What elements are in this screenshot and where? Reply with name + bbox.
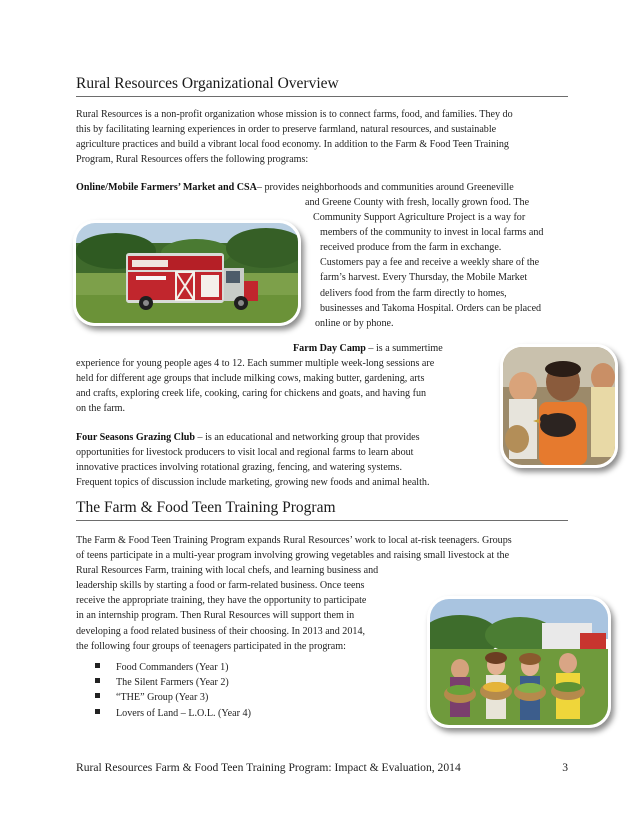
market-line: delivers food from the farm directly to homes,: [320, 287, 507, 299]
camp-line: and crafts, exploring creek life, cooking, caring for chickens and goats, and having fun: [76, 388, 427, 400]
teen-line: receive the appropriate training, they have the opportunity to participate: [76, 595, 367, 607]
camp-line: held for different age groups that include milking cows, making butter, gardening, arts: [76, 373, 425, 385]
intro-line: Program, Rural Resources offers the following programs:: [76, 154, 309, 166]
market-line: businesses and Takoma Hospital. Orders can be placed: [320, 302, 542, 314]
bullet-square-icon: [95, 663, 100, 668]
camp-text: – is a summertime: [365, 343, 443, 354]
camp-line: experience for young people ages 4 to 12. Each summer multiple week-long sessions are: [76, 358, 435, 369]
list-item: [95, 675, 251, 690]
teen-line: in an internship program. Then Rural Resources will support them in: [76, 610, 355, 622]
grazing-paragraph: [76, 430, 430, 490]
market-first-line: [76, 180, 514, 195]
grazing-line: opportunities for livestock producers to visit local and regional farms to learn about: [76, 447, 414, 459]
children-with-chicken-photo: [500, 344, 618, 468]
market-label: Online/Mobile Farmers’ Market and CSA: [76, 182, 257, 193]
teens-with-baskets-photo: [427, 596, 611, 728]
teen-line: Rural Resources Farm, training with local chefs, and learning business and: [76, 565, 379, 577]
page-footer: [76, 761, 568, 774]
market-text: – provides neighborhoods and communities around Greeneville: [256, 182, 514, 193]
market-line: received produce from the farm in exchange.: [320, 242, 502, 254]
intro-line: agriculture practices and build a vibrant local food economy. In addition to the Farm & Food Teen Training: [76, 139, 509, 151]
intro-line: this by facilitating learning experiences in order to preserve farmland, natural resources, and sustainable: [76, 124, 497, 136]
market-line: farm’s harvest. Every Thursday, the Mobile Market: [320, 272, 528, 284]
teen-line: of teens participate in a multi-year program involving growing vegetables and raising small livestock at the: [76, 550, 510, 562]
teen-line: developing a food related business of their choosing. In 2013 and 2014,: [76, 625, 366, 637]
market-line: Community Support Agriculture Project is a way for: [313, 212, 526, 224]
camp-label: Farm Day Camp: [293, 343, 366, 354]
camp-paragraph: [76, 356, 434, 416]
list-item: [95, 690, 251, 705]
footer-title: Rural Resources Farm & Food Teen Training Program: Impact & Evaluation, 2014: [76, 761, 461, 774]
bullet-square-icon: [95, 693, 100, 698]
market-line: members of the community to invest in local farms and: [320, 227, 544, 239]
group-name: The Silent Farmers (Year 2): [116, 677, 229, 689]
page-number: 3: [562, 761, 568, 774]
teen-line: the following four groups of teenagers participated in the program:: [76, 640, 346, 652]
market-line: Customers pay a fee and receive a weekly share of the: [320, 257, 540, 269]
bullet-square-icon: [95, 709, 100, 714]
grazing-line: innovative practices involving rotational grazing, fencing, and watering systems.: [76, 462, 402, 474]
market-line: online or by phone.: [315, 317, 394, 329]
section-heading-overview: Rural Resources Organizational Overview: [76, 75, 568, 97]
grazing-line: Frequent topics of discussion include marketing, growing new foods and animal health.: [76, 477, 430, 489]
intro-line: Rural Resources is a non-profit organization whose mission is to connect farms, food, and families. They do: [76, 109, 513, 120]
group-name: Food Commanders (Year 1): [116, 662, 229, 673]
list-item: [95, 660, 251, 675]
bullet-square-icon: [95, 678, 100, 683]
group-name: Lovers of Land – L.O.L. (Year 4): [116, 707, 251, 719]
grazing-label: Four Seasons Grazing Club: [76, 432, 195, 443]
camp-first-line: [293, 341, 443, 356]
teen-line: leadership skills by starting a food or farm-related business. Once teens: [76, 580, 365, 592]
teen-line: The Farm & Food Teen Training Program expands Rural Resources’ work to local at-risk teenagers. Groups: [76, 535, 512, 546]
list-item: [95, 706, 251, 721]
camp-line: on the farm.: [76, 403, 126, 415]
intro-paragraph: [76, 107, 513, 167]
group-list: [95, 660, 251, 721]
mobile-market-truck-photo: [73, 220, 301, 326]
market-line: and Greene County with fresh, locally grown food. The: [305, 197, 530, 208]
section-heading-teen-program: The Farm & Food Teen Training Program: [76, 499, 568, 521]
grazing-text: – is an educational and networking group that provides: [195, 432, 420, 443]
group-name: “THE” Group (Year 3): [116, 692, 209, 704]
